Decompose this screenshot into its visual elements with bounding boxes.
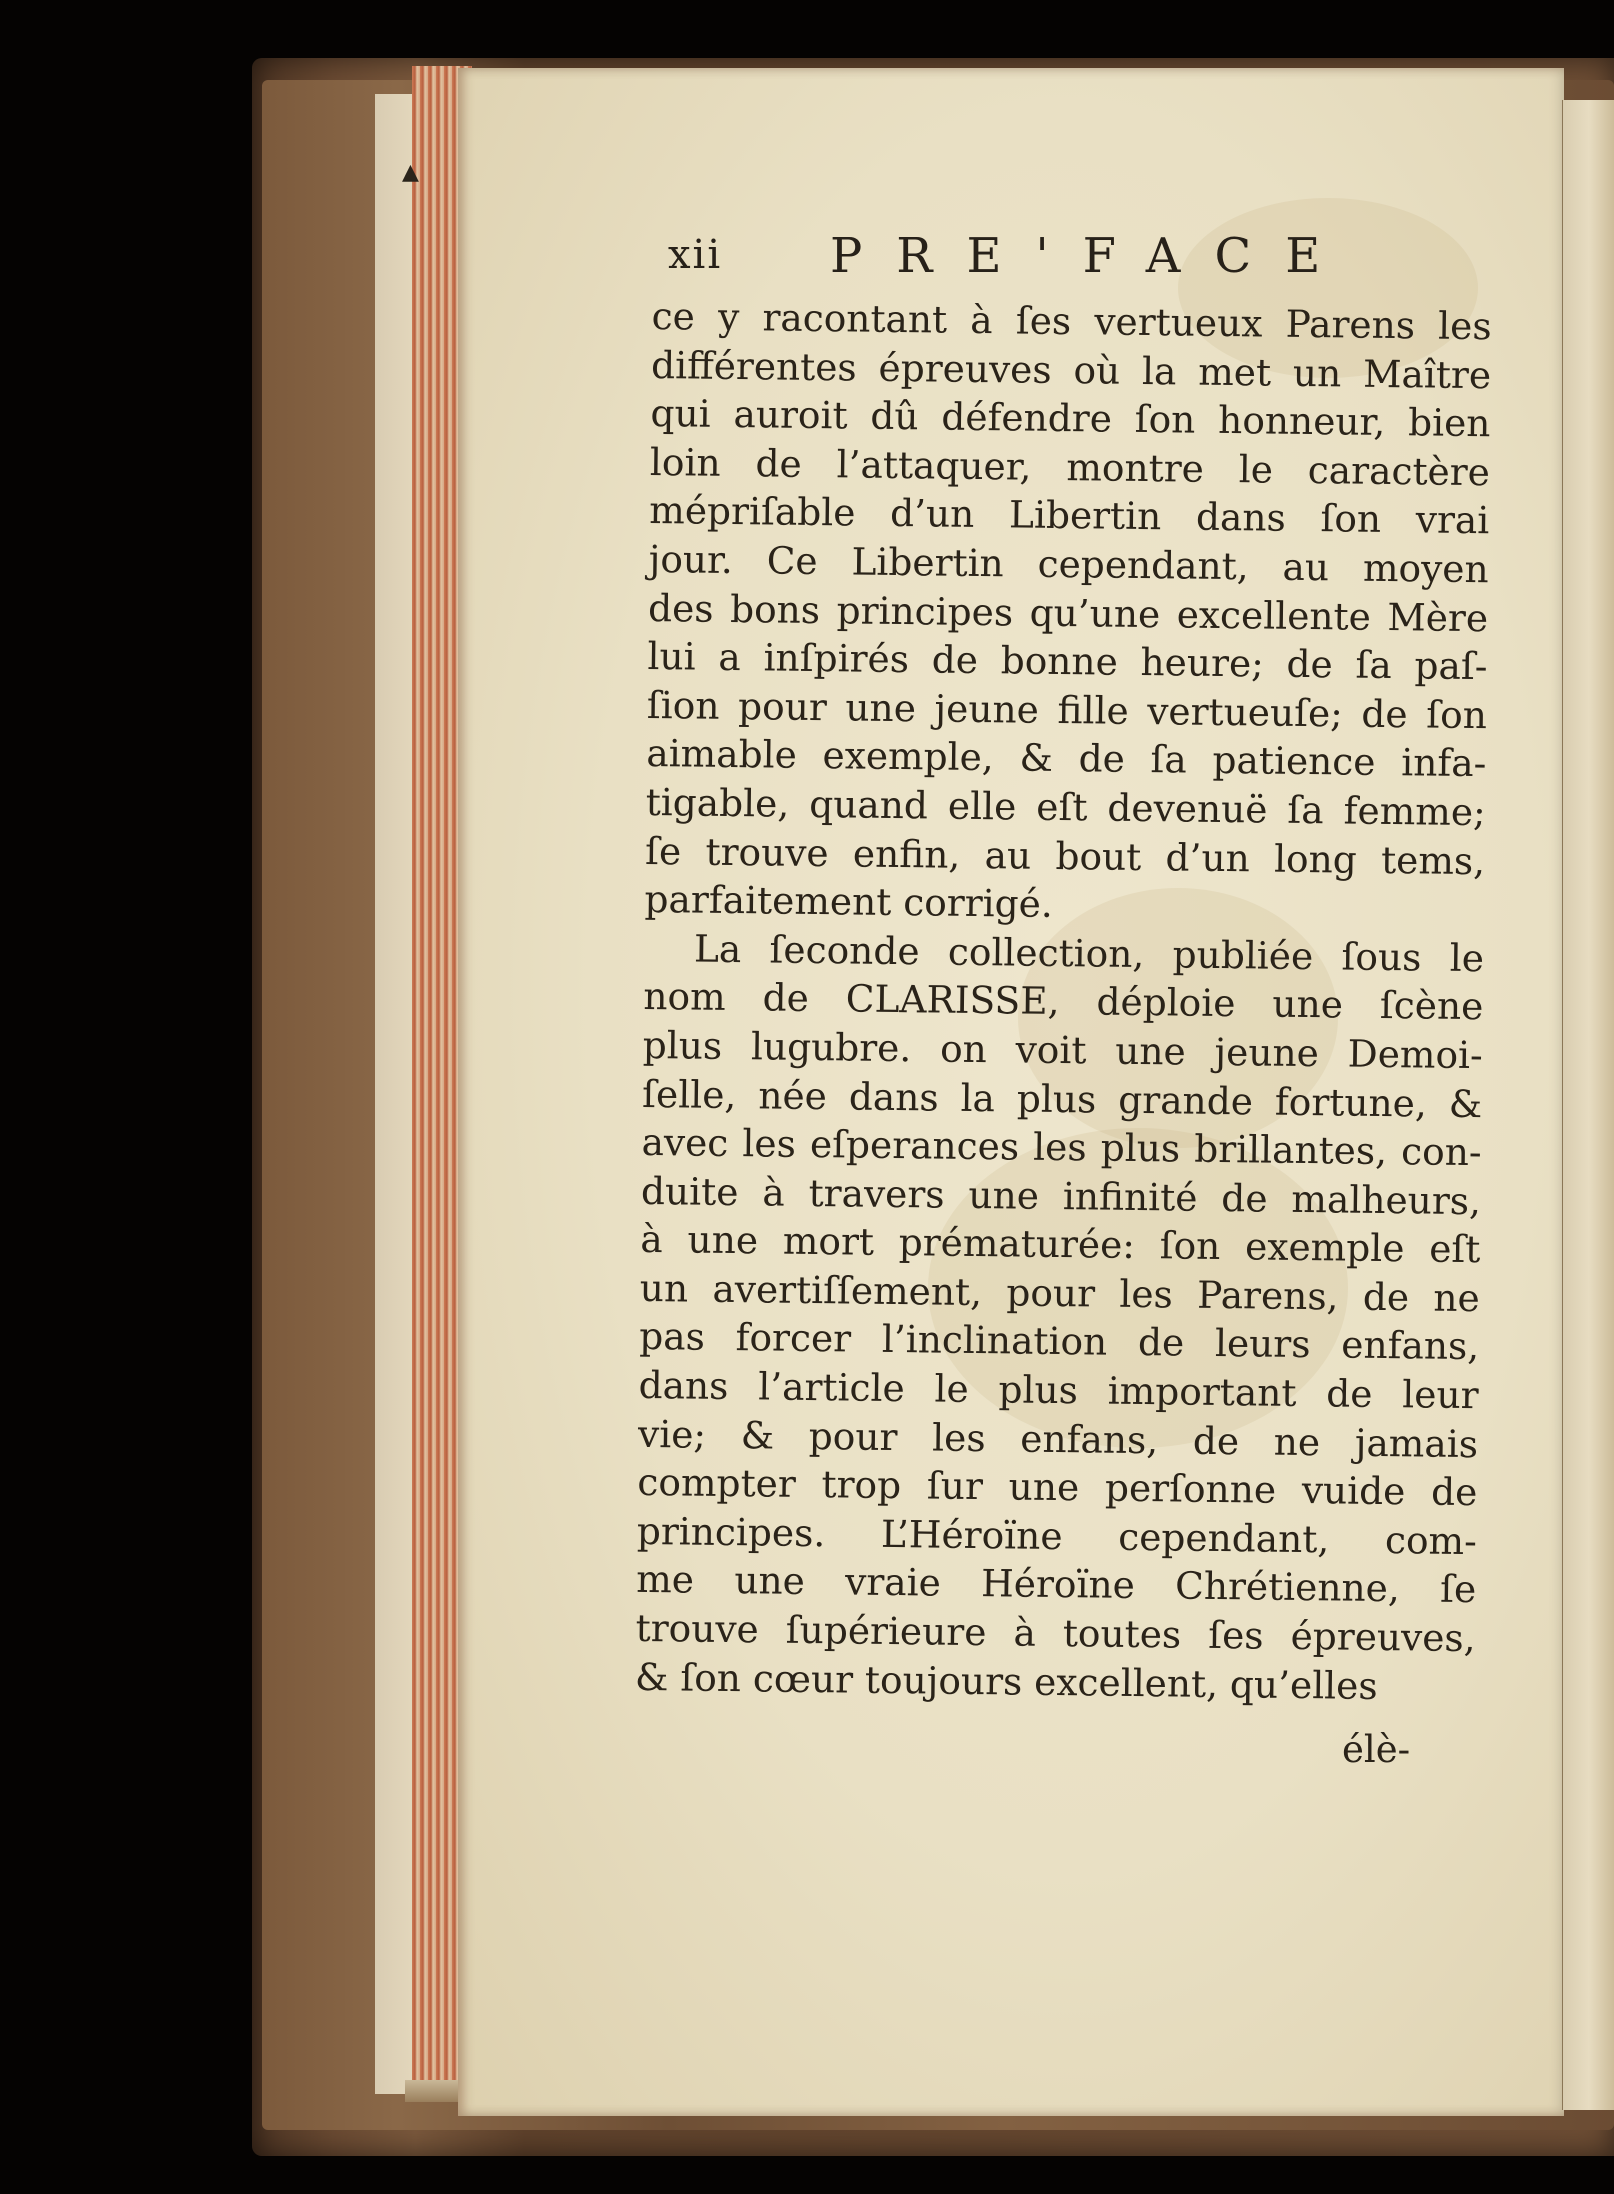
text-line: dans l’article le plus important de leur	[638, 1362, 1479, 1418]
running-head	[650, 228, 1490, 288]
text-line: pas forcer l’inclination de leurs enfans,	[638, 1314, 1480, 1369]
text-line: & ſon cœur toujours excellent, qu’elles	[634, 1654, 1378, 1708]
text-line: mépriſable d’un Libertin dans ſon vrai	[649, 488, 1490, 543]
text-line: lui a inſpirés de bonne heure; de ſa paſ-	[647, 634, 1488, 689]
text-line: La ſeconde collection, publiée ſous le	[693, 926, 1485, 980]
text-line: loin de l’attaquer, montre le caractère	[649, 439, 1491, 495]
text-line: me une vraie Héroïne Chrétienne, ſe	[636, 1557, 1477, 1612]
text-line: jour. Ce Libertin cependant, au moyen	[648, 536, 1489, 592]
text-line: ſe trouve enfin, au bout d’un long tems,	[644, 828, 1486, 883]
text-line: compter trop ſur une perſonne vuide de	[637, 1460, 1478, 1515]
text-line: plus lugubre. on voit une jeune Demoi-	[642, 1022, 1484, 1078]
text-line: principes. L’Héroïne cependant, com-	[636, 1508, 1478, 1564]
folio-number: xii	[668, 232, 723, 278]
text-line: vie; & pour les enfans, de ne jamais	[637, 1411, 1479, 1466]
text-line: ſelle, née dans la plus grande fortune, &	[641, 1071, 1483, 1126]
text-line: tigable, quand elle eſt devenuë ſa femme;	[645, 779, 1486, 835]
running-head-title: PRE'FACE	[830, 228, 1355, 284]
text-line: avec les eſperances les plus brillantes, con-	[641, 1120, 1482, 1175]
text-line: nom de CLARISSE, déploie une ſcène	[643, 974, 1484, 1029]
margin-mark: ▲	[402, 160, 419, 185]
catchword: élè-	[1342, 1728, 1411, 1771]
text-line: ce y racontant à ſes vertueux Parens les	[651, 293, 1492, 349]
body-text	[635, 292, 1492, 1711]
text-line: trouve ſupérieure à toutes ſes épreuves,	[635, 1605, 1476, 1661]
text-line: qui auroit dû défendre ſon honneur, bien	[650, 391, 1491, 446]
text-line: aimable exemple, & de ſa patience infa-	[646, 731, 1487, 786]
text-line: différentes épreuves où la met un Maître	[650, 342, 1492, 397]
text-line: à une mort prématurée: ſon exemple eſt	[640, 1217, 1481, 1272]
text-line: parfaitement corrigé.	[644, 877, 1054, 927]
text-line: ſion pour une jeune fille vertueuſe; de ſon	[646, 682, 1488, 737]
text-line: un avertiſſement, pour les Parens, de ne	[639, 1265, 1481, 1321]
text-line: des bons principes qu’une excellente Mère	[647, 585, 1489, 640]
facing-page-edge	[1562, 100, 1614, 2110]
text-line: duite à travers une infinité de malheurs,	[640, 1168, 1482, 1223]
